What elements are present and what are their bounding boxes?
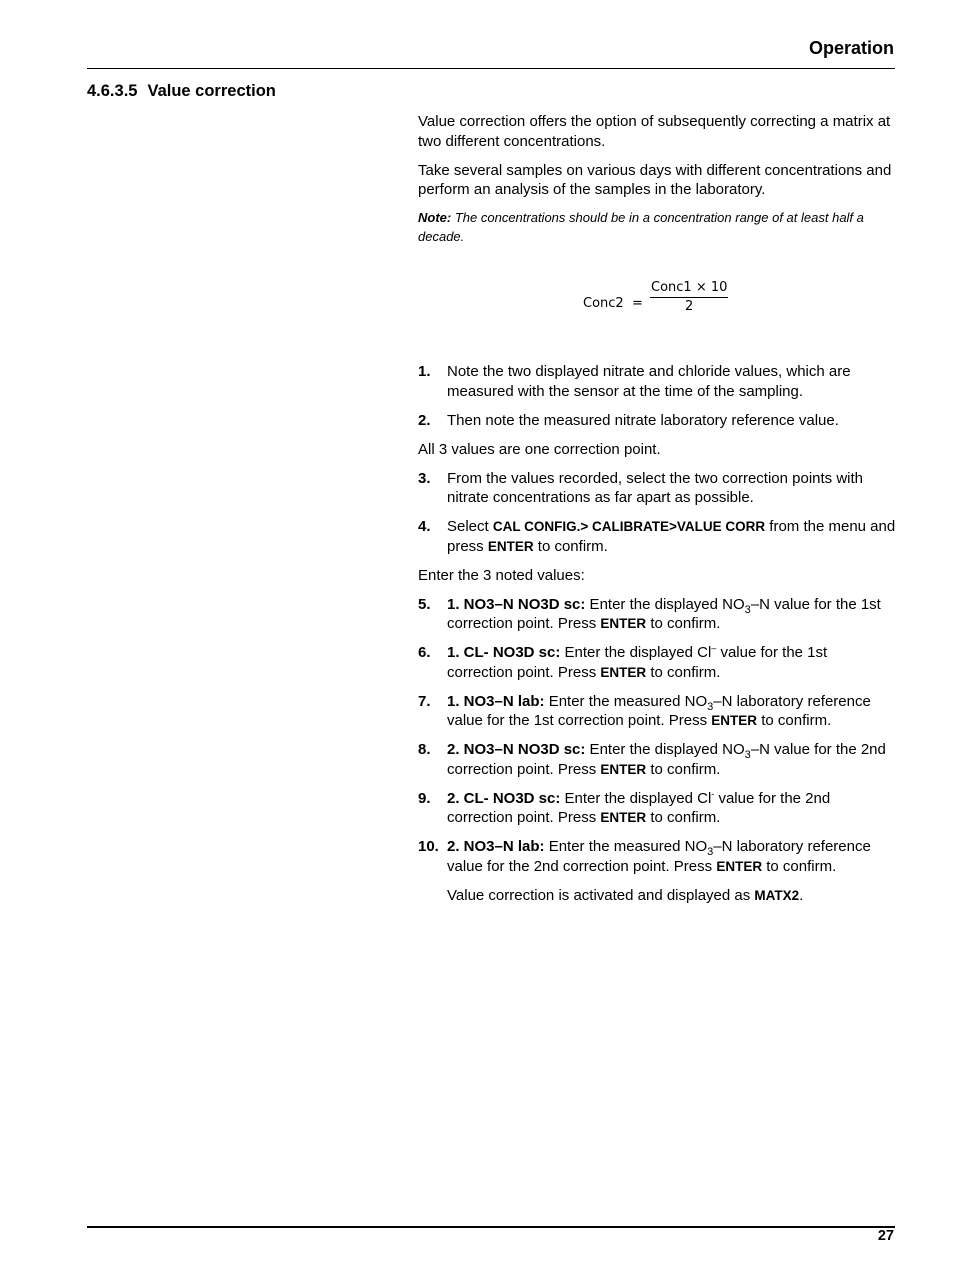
step-number: 1. bbox=[418, 363, 431, 380]
page-number: 27 bbox=[877, 1228, 894, 1244]
final-text: Value correction is activated and displayed as bbox=[447, 886, 755, 904]
note-text: The concentrations should be in a concentration range of at least half a decade. bbox=[418, 210, 864, 244]
final-paragraph bbox=[418, 886, 896, 906]
enter-key-label: ENTER bbox=[711, 713, 758, 728]
steps-list-b bbox=[418, 469, 896, 557]
step-text: to confirm. bbox=[533, 537, 608, 555]
step-text: to confirm. bbox=[646, 760, 721, 778]
step-text: Select bbox=[447, 518, 493, 535]
step-text: Enter the displayed Cl bbox=[560, 644, 712, 661]
step-text: value for the 1st correction point. Press bbox=[447, 644, 828, 681]
header-rule bbox=[87, 68, 895, 69]
subscript: 3 bbox=[744, 603, 751, 616]
step-4 bbox=[418, 517, 896, 556]
step-text: –N value for the 1st correction point. Press bbox=[447, 595, 881, 632]
intro-paragraph-1: Value correction offers the option of subsequently correcting a matrix at two different concentrations. bbox=[418, 113, 891, 150]
step-text: to confirm. bbox=[757, 712, 832, 729]
step-text: –N laboratory reference value for the 2nd correction point. Press bbox=[447, 838, 871, 875]
enter-key-label: ENTER bbox=[600, 664, 647, 680]
enter-key-label: ENTER bbox=[487, 538, 534, 554]
step-text: –N value for the 2nd correction point. Press bbox=[447, 741, 886, 778]
step-label: 2. CL- NO3D sc: bbox=[447, 789, 561, 807]
step-text: to confirm. bbox=[646, 615, 721, 632]
subscript: 3 bbox=[707, 846, 714, 858]
step-9 bbox=[418, 789, 896, 828]
formula bbox=[418, 280, 896, 362]
step-number: 8. bbox=[418, 741, 431, 758]
enter-key-label: ENTER bbox=[600, 810, 647, 825]
step-number: 3. bbox=[418, 469, 431, 487]
formula-lhs bbox=[583, 294, 643, 314]
display-code: MATX2 bbox=[754, 887, 800, 903]
step-10 bbox=[418, 837, 896, 876]
subscript: 3 bbox=[707, 700, 714, 713]
final-text-end: . bbox=[799, 886, 804, 904]
intro-paragraph-2: Take several samples on various days with different concentrations and perform an analysis of the samples in the laboratory. bbox=[418, 161, 892, 198]
correction-point-text: All 3 values are one correction point. bbox=[418, 440, 661, 458]
section-heading bbox=[87, 82, 276, 101]
step-number: 7. bbox=[418, 692, 431, 710]
step-3 bbox=[418, 469, 896, 508]
step-text: from the menu and press bbox=[447, 518, 896, 555]
step-number: 2. bbox=[418, 411, 431, 429]
note-paragraph bbox=[418, 209, 896, 246]
superscript: – bbox=[711, 643, 717, 653]
step-text: Enter the displayed NO bbox=[585, 595, 745, 613]
step-label: 1. CL- NO3D sc: bbox=[447, 644, 561, 661]
page-header-title: Operation bbox=[808, 38, 894, 58]
steps-list-c bbox=[418, 595, 896, 877]
step-text: value for the 2nd correction point. Press bbox=[447, 789, 831, 826]
subscript: 3 bbox=[744, 749, 751, 761]
step-8 bbox=[418, 740, 896, 779]
step-number: 6. bbox=[418, 644, 431, 661]
superscript: - bbox=[711, 788, 715, 799]
step-text: to confirm. bbox=[646, 663, 721, 681]
formula-equals: = bbox=[631, 296, 643, 311]
formula-fraction bbox=[650, 280, 728, 315]
step-number: 9. bbox=[418, 789, 431, 807]
enter-values-text: Enter the 3 noted values: bbox=[418, 566, 585, 584]
step-number: 4. bbox=[418, 518, 431, 535]
section-number: 4.6.3.5 bbox=[87, 82, 138, 100]
step-5 bbox=[418, 595, 896, 634]
step-text: From the values recorded, select the two correction points with nitrate concentrations as far apart as possible. bbox=[447, 469, 864, 506]
note-label: Note: bbox=[418, 210, 452, 225]
menu-path: CAL CONFIG.> CALIBRATE>VALUE CORR bbox=[492, 519, 766, 534]
step-6 bbox=[418, 643, 896, 682]
formula-denominator: 2 bbox=[685, 299, 694, 314]
formula-lhs-var: Conc2 bbox=[583, 296, 624, 311]
step-text: Enter the measured NO bbox=[544, 692, 708, 710]
main-content bbox=[418, 112, 896, 915]
step-text: Note the two displayed nitrate and chloride values, which are measured with the sensor at the time of the sampling. bbox=[447, 363, 851, 400]
step-text: Enter the measured NO bbox=[544, 838, 708, 855]
step-text: Enter the displayed Cl bbox=[560, 789, 712, 807]
enter-key-label: ENTER bbox=[716, 858, 763, 874]
step-number: 5. bbox=[418, 595, 431, 613]
formula-numerator: Conc1 × 10 bbox=[650, 280, 728, 298]
section-title: Value correction bbox=[147, 82, 276, 100]
enter-key-label: ENTER bbox=[600, 761, 647, 777]
step-1 bbox=[418, 362, 896, 401]
step-text: to confirm. bbox=[762, 857, 837, 875]
step-text: to confirm. bbox=[646, 809, 721, 826]
step-label: 1. NO3–N NO3D sc: bbox=[447, 595, 586, 613]
step-text: Enter the displayed NO bbox=[585, 741, 745, 758]
steps-list-a bbox=[418, 362, 896, 430]
step-7 bbox=[418, 692, 896, 731]
step-label: 2. NO3–N NO3D sc: bbox=[447, 741, 586, 758]
step-label: 1. NO3–N lab: bbox=[447, 692, 545, 710]
footer-rule bbox=[87, 1226, 895, 1228]
step-2 bbox=[418, 411, 896, 431]
enter-key-label: ENTER bbox=[600, 616, 647, 631]
step-number: 10. bbox=[418, 838, 439, 855]
step-label: 2. NO3–N lab: bbox=[447, 838, 545, 855]
step-text: –N laboratory reference value for the 1st correction point. Press bbox=[447, 692, 871, 729]
step-text: Then note the measured nitrate laboratory reference value. bbox=[447, 411, 839, 429]
